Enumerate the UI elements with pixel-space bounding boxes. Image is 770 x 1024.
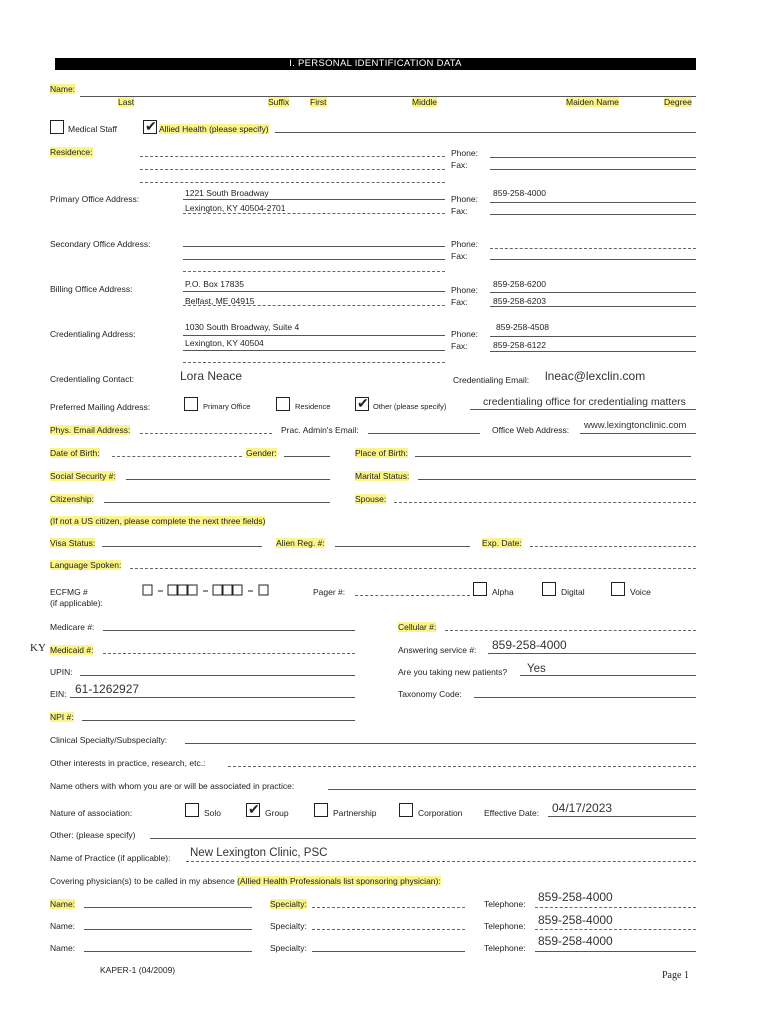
credentialing-email-label: Credentialing Email: [453,375,530,385]
ein-line [70,697,355,698]
marital-status-field[interactable] [418,479,696,480]
pager-voice-label: Voice [630,587,651,597]
answering-service-value[interactable]: 859-258-4000 [492,638,567,652]
web-address-value[interactable]: www.lexingtonclinic.com [584,420,687,431]
practice-name-label: Name of Practice (if applicable): [50,853,171,863]
last-name-label: Last [118,97,135,107]
citizenship-label: Citizenship: [50,494,94,504]
covering-specialty-label-1: Specialty: [270,899,307,909]
billing-fax-line [490,306,696,307]
cellular-field[interactable] [445,630,696,631]
corporation-label: Corporation [418,808,463,818]
suffix-label: Suffix [268,97,290,107]
language-label: Language Spoken: [50,560,122,570]
pager-digital-checkbox[interactable] [542,582,556,596]
effective-date-line [548,816,696,817]
residence-fax-field[interactable] [490,169,696,170]
covering-name-label-3: Name: [50,943,76,953]
pager-field[interactable] [355,595,470,596]
primary-fax-label: Fax: [451,206,468,216]
ein-label: EIN: [50,689,67,699]
ssn-label: Social Security #: [50,471,116,481]
secondary-fax-field[interactable] [490,259,696,260]
residence-line-2[interactable] [140,169,445,170]
secondary-phone-label: Phone: [451,239,478,249]
alien-reg-field[interactable] [335,546,470,547]
admin-email-label: Prac. Admin's Email: [281,425,359,435]
credentialing-contact-value[interactable]: Lora Neace [180,369,243,383]
billing-office-line2[interactable]: Belfast, ME 04915 [185,296,255,306]
primary-office-label: Primary Office Address: [50,194,140,204]
practice-name-line [186,861,696,862]
pob-label: Place of Birth: [355,448,408,458]
medicaid-field[interactable] [103,653,355,654]
billing-phone-value[interactable]: 859-258-6200 [493,279,546,289]
answering-service-line [488,653,696,654]
associates-field[interactable] [328,789,696,790]
pager-alpha-label: Alpha [492,587,514,597]
group-label: Group [265,808,289,818]
credentialing-address-underline-3[interactable] [183,362,445,363]
billing-office-line1[interactable]: P.O. Box 17835 [185,279,244,289]
primary-office-line1[interactable]: 1221 South Broadway [185,188,269,198]
credentialing-email-value[interactable]: lneac@lexclin.com [545,369,646,383]
covering-telephone-label-2: Telephone: [484,921,526,931]
gender-field[interactable] [284,456,330,457]
credentialing-phone-label: Phone: [451,329,478,339]
upin-field[interactable] [80,675,355,676]
pager-alpha-checkbox[interactable] [473,582,487,596]
exp-date-field[interactable] [530,546,696,547]
billing-office-underline-1 [183,291,445,292]
preferred-mailing-label: Preferred Mailing Address: [50,402,151,412]
dob-field[interactable] [112,456,242,457]
credentialing-phone-line [490,336,696,337]
primary-office-line2[interactable]: Lexington, KY 40504-2701 [185,203,286,213]
alien-reg-label: Alien Reg. #: [276,538,325,548]
other-interests-field[interactable] [228,766,696,767]
other-interests-label: Other interests in practice, research, etc.: [50,758,206,768]
covering-specialty-field-1[interactable] [312,907,465,908]
billing-phone-line [490,292,696,293]
pob-field[interactable] [415,456,691,457]
covering-intro [50,876,441,886]
checkmark-icon: ✔ [145,118,157,134]
web-address-line [580,433,696,434]
mailing-residence-label: Residence [295,402,331,411]
group-checkbox[interactable] [246,803,260,817]
effective-date-value[interactable]: 04/17/2023 [552,801,613,815]
medical-staff-checkbox[interactable] [50,120,64,134]
visa-status-label: Visa Status: [50,538,96,548]
non-us-note: (If not a US citizen, please complete the next three fields) [50,516,266,526]
clinical-specialty-field[interactable] [185,743,696,744]
billing-phone-label: Phone: [451,285,478,295]
primary-phone-label: Phone: [451,194,478,204]
marital-status-label: Marital Status: [355,471,410,481]
solo-label: Solo [204,808,222,818]
covering-intro-text: Covering physician(s) to be called in my absence [50,876,238,886]
upin-label: UPIN: [50,667,73,677]
ecfmg-label: ECFMG # [50,587,88,597]
primary-office-underline-2 [183,213,445,214]
covering-telephone-value-1[interactable]: 859-258-4000 [538,890,613,904]
corporation-checkbox[interactable] [399,803,413,817]
page-number: Page 1 [662,970,689,981]
mailing-primary-office-label: Primary Office [203,402,251,411]
maiden-name-label: Maiden Name [566,97,619,107]
credentialing-fax-label: Fax: [451,341,468,351]
phys-email-label: Phys. Email Address: [50,425,131,435]
pager-voice-checkbox[interactable] [611,582,625,596]
covering-telephone-line-2 [535,929,696,930]
credentialing-address-underline-2 [183,350,445,351]
credentialing-address-line2[interactable]: Lexington, KY 40504 [185,338,264,348]
primary-fax-line[interactable] [490,214,696,215]
web-address-label: Office Web Address: [492,425,570,435]
mailing-other-value[interactable]: credentialing office for credentialing matters [483,396,686,408]
covering-specialty-label-3: Specialty: [270,943,307,953]
allied-health-label: Allied Health (please specify) [159,124,269,134]
allied-specify-line[interactable] [275,132,696,133]
residence-line-1[interactable] [140,156,445,157]
medical-staff-label: Medical Staff [68,124,117,134]
new-patients-label: Are you taking new patients? [398,667,508,677]
residence-phone-label: Phone: [451,148,478,158]
spouse-field[interactable] [394,502,696,503]
spouse-label: Spouse: [355,494,387,504]
covering-telephone-value-3[interactable]: 859-258-4000 [538,934,613,948]
credentialing-address-label: Credentialing Address: [50,329,136,339]
ein-value[interactable]: 61-1262927 [75,682,140,696]
pager-label: Pager #: [313,587,346,597]
ecfmg-number-boxes[interactable] [142,584,287,598]
partnership-checkbox[interactable] [314,803,328,817]
billing-office-label: Billing Office Address: [50,284,133,294]
secondary-office-line-3[interactable] [183,271,445,272]
secondary-office-line-2[interactable] [183,259,445,260]
mailing-other-checkbox[interactable] [355,397,369,411]
credentialing-fax-line [490,351,696,352]
credentialing-contact-label: Credentialing Contact: [50,374,135,384]
new-patients-line [520,675,696,676]
pager-digital-label: Digital [561,587,585,597]
covering-telephone-value-2[interactable]: 859-258-4000 [538,913,613,927]
billing-office-underline-2 [183,305,445,306]
credentialing-address-line1[interactable]: 1030 South Broadway, Suite 4 [185,322,300,332]
secondary-phone-field[interactable] [490,248,696,249]
residence-phone-field[interactable] [490,157,696,158]
covering-specialty-field-2[interactable] [312,929,465,930]
effective-date-label: Effective Date: [484,808,540,818]
covering-name-field-1[interactable] [84,907,252,908]
admin-email-field[interactable] [368,433,480,434]
exp-date-label: Exp. Date: [482,538,522,548]
medicare-label: Medicare #: [50,622,95,632]
billing-fax-label: Fax: [451,297,468,307]
clinical-specialty-label: Clinical Specialty/Subspecialty: [50,735,168,745]
covering-name-field-3[interactable] [84,951,252,952]
primary-phone-line [490,202,696,203]
covering-specialty-label-2: Specialty: [270,921,307,931]
medicaid-label: Medicaid #: [50,645,94,655]
covering-name-label-1: Name: [50,899,76,909]
covering-name-field-2[interactable] [84,929,252,930]
practice-name-value[interactable]: New Lexington Clinic, PSC [190,847,328,859]
credentialing-fax-value[interactable]: 859-258-6122 [493,340,546,350]
gender-label: Gender: [246,448,277,458]
citizenship-field[interactable] [104,502,330,503]
covering-specialty-field-3[interactable] [312,951,465,952]
covering-intro-highlight: (Allied Health Professionals list sponsoring physician): [237,876,441,886]
dob-label: Date of Birth: [50,448,100,458]
language-field[interactable] [130,568,696,569]
taxonomy-field[interactable] [474,697,696,698]
form-id: KAPER-1 (04/2009) [100,965,176,975]
name-label: Name: [50,84,76,94]
secondary-office-line-1[interactable] [183,246,445,247]
phys-email-field[interactable] [140,433,272,434]
covering-telephone-label-3: Telephone: [484,943,526,953]
secondary-fax-label: Fax: [451,251,468,261]
new-patients-value[interactable]: Yes [527,663,546,675]
middle-name-label: Middle [412,97,438,107]
covering-telephone-line-1 [535,907,696,908]
covering-telephone-line-3 [535,951,696,952]
visa-status-field[interactable] [102,546,262,547]
mailing-other-line [470,409,696,410]
checkmark-icon: ✔ [357,395,369,411]
mailing-primary-office-checkbox[interactable] [184,397,198,411]
ecfmg-sublabel: (if applicable): [50,598,103,608]
solo-checkbox[interactable] [185,803,199,817]
npi-field[interactable] [82,720,355,721]
residence-line-3[interactable] [140,182,445,183]
nature-association-label: Nature of association: [50,808,133,818]
credentialing-phone-value[interactable]: 859-258-4508 [496,322,549,332]
primary-phone-value[interactable]: 859-258-4000 [493,188,546,198]
covering-telephone-label-1: Telephone: [484,899,526,909]
first-name-label: First [310,97,327,107]
associates-label: Name others with whom you are or will be associated in practice: [50,781,295,791]
mailing-residence-checkbox[interactable] [276,397,290,411]
covering-name-label-2: Name: [50,921,76,931]
ssn-field[interactable] [126,479,330,480]
cellular-label: Cellular #: [398,622,437,632]
checkmark-icon: ✔ [248,801,260,817]
degree-label: Degree [664,97,692,107]
section-header: I. PERSONAL IDENTIFICATION DATA [55,58,696,70]
residence-fax-label: Fax: [451,160,468,170]
billing-fax-value[interactable]: 859-258-6203 [493,296,546,306]
medicare-field[interactable] [103,630,355,631]
medicaid-prefix[interactable]: KY [30,642,46,654]
other-specify-label: Other: (please specify) [50,830,136,840]
answering-service-label: Answering service #: [398,645,477,655]
npi-label: NPI #: [50,712,74,722]
secondary-office-label: Secondary Office Address: [50,239,151,249]
credentialing-address-underline-1 [183,335,445,336]
other-specify-field[interactable] [150,838,696,839]
allied-health-checkbox[interactable] [143,120,157,134]
taxonomy-label: Taxonomy Code: [398,689,462,699]
mailing-other-label: Other (please specify) [373,402,447,411]
residence-label: Residence: [50,147,93,157]
primary-office-underline-1 [183,199,445,200]
partnership-label: Partnership [333,808,377,818]
